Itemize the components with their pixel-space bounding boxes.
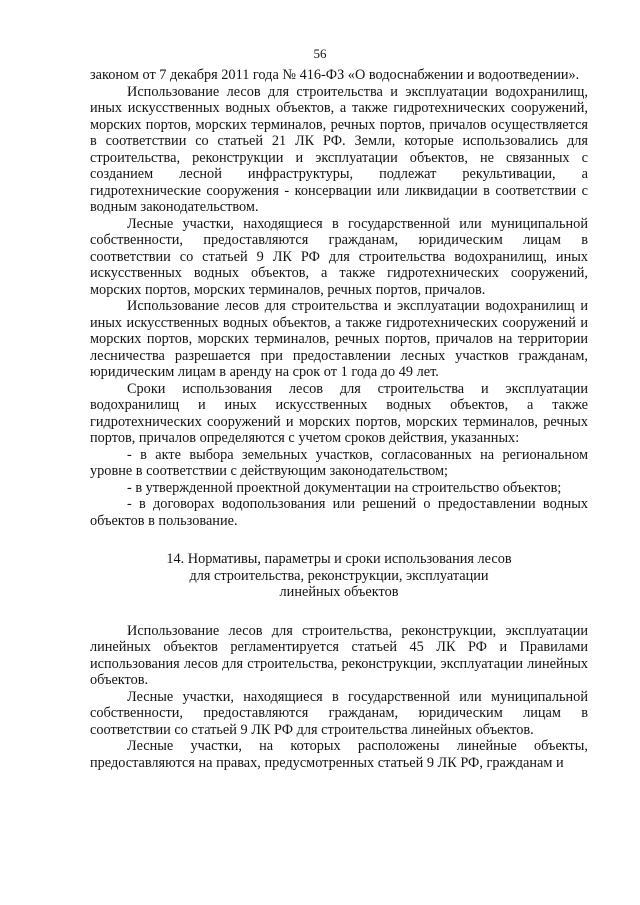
section-heading [90, 551, 588, 601]
section-heading-line: для строительства, реконструкции, эксплуатации [189, 567, 489, 584]
paragraph: Лесные участки, на которых расположены линейные объекты, предоставляются на правах, предусмотренных статьей 9 ЛК РФ, гражданам и [90, 738, 588, 771]
paragraph: Сроки использования лесов для строительства и эксплуатации водохранилищ и иных искусственных водных объектов, а также гидротехнических сооружений и морских портов, морских терминалов, речных портов, причалов определяются с учетом сроков действия, указанных: [90, 380, 588, 446]
page-number: 56 [313, 46, 327, 61]
paragraph: Использование лесов для строительства и эксплуатации водохранилищ, иных искусственных водных объектов, а также гидротехнических сооружений, морских портов, морских терминалов, речных портов, причалов осуществляется в соответствии со статьей 21 ЛК РФ. Земли, которые использовались для строительства, реконструкции и эксплуатации объектов, не связанных с созданием лесной инфраструктуры, подлежат рекультивации, а гидротехнические сооружения - консервации или ликвидации в соответствии с водным законодательством. [90, 83, 588, 215]
paragraph: законом от 7 декабря 2011 года № 416-ФЗ «О водоснабжении и водоотведении». [90, 67, 580, 83]
document-body [90, 67, 588, 771]
paragraph: Лесные участки, находящиеся в государственной или муниципальной собственности, предоставляются гражданам, юридическим лицам в соответствии со статьей 9 ЛК РФ для строительства водохранилищ, иных искусственных водных объектов, а также гидротехнических сооружений, морских портов, морских терминалов, речных портов, причалов. [90, 215, 588, 298]
section-heading-line: 14. Нормативы, параметры и сроки использования лесов [166, 551, 512, 567]
paragraph: Использование лесов для строительства, реконструкции, эксплуатации линейных объектов регламентируется статьей 45 ЛК РФ и Правилами использования лесов для строительства, реконструкции, эксплуатации линейных объектов. [90, 622, 588, 688]
paragraph: Лесные участки, находящиеся в государственной или муниципальной собственности, предоставляются гражданам, юридическим лицам в соответствии со статьей 9 ЛК РФ для строительства линейных объектов. [90, 688, 588, 738]
list-item: - в утвержденной проектной документации на строительство объектов; [127, 479, 562, 496]
list-item: - в акте выбора земельных участков, согласованных на региональном уровне в соответствии с действующим законодательством; [90, 446, 588, 479]
section-heading-line: линейных объектов [279, 584, 399, 600]
paragraph: Использование лесов для строительства и эксплуатации водохранилищ и иных искусственных водных объектов, а также гидротехнических сооружений и морских портов, морских терминалов, речных портов, причалов на территории лесничества разрешается при предоставлении лесных участков гражданам, юридическим лицам в аренду на срок от 1 года до 49 лет. [90, 298, 588, 380]
list-item: - в договорах водопользования или решений о предоставлении водных объектов в пользование. [90, 496, 588, 529]
